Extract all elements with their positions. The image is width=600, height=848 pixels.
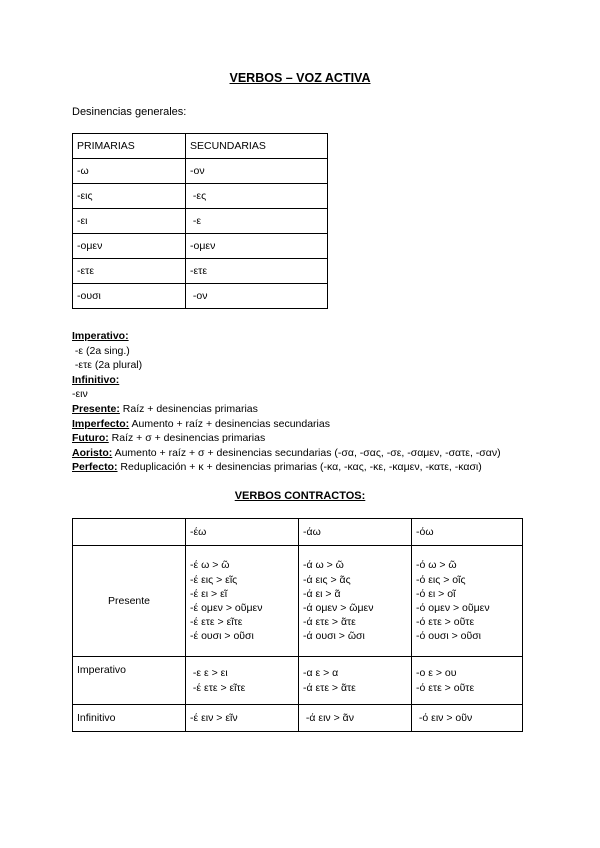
table-cell (412, 546, 523, 657)
contract-table (72, 518, 523, 732)
imperfecto-label: Imperfecto: (72, 417, 130, 430)
form-line: -ό ει > οῖ (416, 587, 456, 600)
futuro-label: Futuro: (72, 432, 109, 445)
table-row (73, 259, 328, 284)
form-line: -ο ε > ου (416, 667, 457, 680)
table-row (73, 209, 328, 234)
table-row (73, 184, 328, 209)
form-line: -έ ετε > εῖτε (190, 681, 246, 694)
aoristo-label: Aoristo: (72, 446, 113, 459)
form-line: -α ε > α (303, 667, 339, 680)
table-cell: -ετε (73, 259, 186, 284)
form-line: -ά ω > ῶ (303, 559, 344, 572)
table-cell (186, 657, 299, 705)
perfecto-label: Perfecto: (72, 461, 118, 474)
intro-text: Desinencias generales: (72, 106, 187, 118)
row-label-infinitivo: Infinitivo (73, 705, 186, 732)
imperfecto-text: Aumento + raíz + desinencias secundarias (129, 417, 330, 430)
form-line: -ά ει > ᾶ (303, 587, 341, 600)
table-cell: -έ ειν > εῖν (186, 705, 299, 732)
aoristo-text: Aumento + raíz + σ + desinencias secundarias (-σα, -σας, -σε, -σαμεν, -σατε, -σαν) (112, 446, 501, 459)
table-header-row (73, 134, 328, 159)
form-line: -ό ετε > οῦτε (416, 681, 475, 694)
form-line: -έ εις > εῖς (190, 573, 238, 586)
table-cell (73, 519, 186, 546)
grammar-notes (72, 329, 501, 475)
table-row-presente (73, 546, 523, 657)
table-row (73, 284, 328, 309)
table-row-infinitivo (73, 705, 523, 732)
table-cell: -ομεν (73, 234, 186, 259)
futuro-text: Raíz + σ + desinencias primarias (108, 432, 266, 445)
infinitivo-label: Infinitivo: (72, 373, 120, 386)
table-cell: -ετε (186, 259, 328, 284)
form-line: -ό ω > ῶ (416, 559, 457, 572)
form-line: -ό ομεν > οῦμεν (416, 602, 490, 614)
table-cell: -ει (73, 209, 186, 234)
presente-label: Presente: (72, 402, 120, 415)
table-cell (299, 546, 412, 657)
table-cell (186, 546, 299, 657)
form-line: -έ ομεν > οῦμεν (190, 602, 263, 614)
row-label-presente: Presente (73, 546, 186, 657)
form-line: -ά ομεν > ῶμεν (303, 602, 374, 614)
table-cell: -ε (186, 209, 328, 234)
form-line: -έ ω > ῶ (190, 559, 230, 572)
table-cell: -ουσι (73, 284, 186, 309)
header-aw: -άω (299, 519, 412, 546)
table-row-imperativo (73, 657, 523, 705)
table-cell: -ον (186, 284, 328, 309)
perfecto-text: Reduplicación + κ + desinencias primarias (-κα, -κας, -κε, -καμεν, -κατε, -κασι) (117, 461, 482, 474)
form-line: -έ ουσι > οῦσι (190, 630, 254, 643)
contract-title: VERBOS CONTRACTOS: (234, 490, 366, 502)
page-title: VERBOS – VOZ ACTIVA (229, 71, 371, 85)
infinitivo-line: -ειν (72, 388, 88, 401)
table-cell: -εις (73, 184, 186, 209)
endings-table (72, 133, 328, 309)
header-primarias: PRIMARIAS (73, 134, 186, 159)
imperativo-label: Imperativo: (72, 330, 129, 342)
table-cell: -ες (186, 184, 328, 209)
presente-text: Raíz + desinencias primarias (119, 402, 258, 415)
header-secundarias: SECUNDARIAS (186, 134, 328, 159)
form-line: -ά εις > ᾶς (303, 573, 351, 586)
form-line: -έ ει > εῖ (190, 587, 228, 600)
form-line: -ό ουσι > οῦσι (416, 630, 482, 643)
form-line: -έ ετε > εῖτε (190, 616, 243, 629)
table-row (73, 159, 328, 184)
table-cell: -ά ειν > ᾶν (299, 705, 412, 732)
row-label-imperativo: Imperativo (73, 657, 186, 705)
imperativo-line: -ε (2a sing.) (72, 344, 130, 357)
table-cell (412, 657, 523, 705)
form-line: -ό ετε > οῦτε (416, 616, 475, 629)
form-line: -ό εις > οῖς (416, 573, 466, 586)
form-line: -ε ε > ει (190, 667, 228, 680)
table-header-row (73, 519, 523, 546)
table-cell (299, 657, 412, 705)
table-row (73, 234, 328, 259)
form-line: -ά ετε > ᾶτε (303, 681, 356, 694)
imperativo-line: -ετε (2a plural) (72, 359, 143, 372)
table-cell: -ομεν (186, 234, 328, 259)
table-cell: -ό ειν > οῦν (412, 705, 523, 732)
header-ow: -όω (412, 519, 523, 546)
form-line: -ά ουσι > ῶσι (303, 630, 365, 643)
form-line: -ά ετε > ᾶτε (303, 616, 356, 629)
table-cell: -ον (186, 159, 328, 184)
table-cell: -ω (73, 159, 186, 184)
header-ew: -έω (186, 519, 299, 546)
